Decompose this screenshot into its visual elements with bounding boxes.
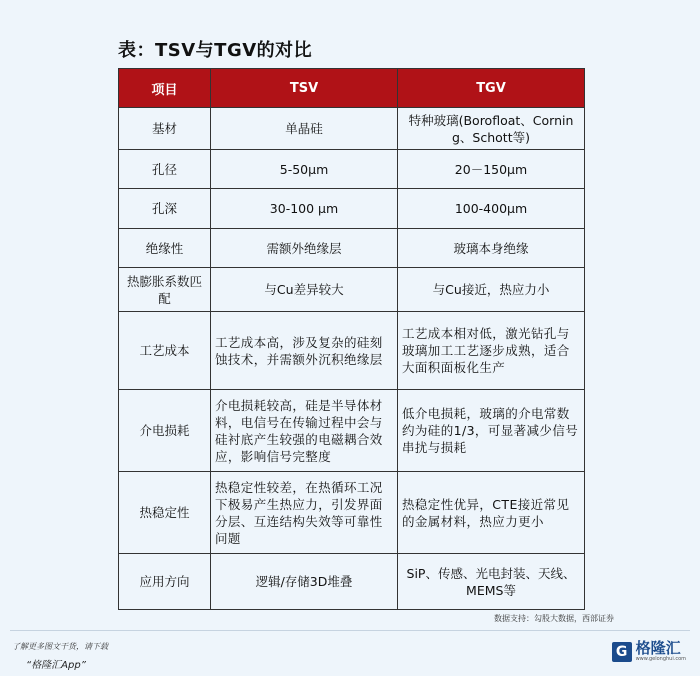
- row-item-label: 基材: [119, 108, 211, 150]
- row-tgv-value: 工艺成本相对低，激光钻孔与玻璃加工工艺逐步成熟，适合大面积面板化生产: [398, 312, 585, 390]
- logo-name: 格隆汇: [635, 639, 681, 657]
- table-row: [119, 472, 585, 554]
- row-tsv-value: 工艺成本高，涉及复杂的硅刻蚀技术，并需额外沉积绝缘层: [211, 312, 398, 390]
- row-tgv-value: 低介电损耗，玻璃的介电常数约为硅的1/3，可显著减少信号串扰与损耗: [398, 390, 585, 472]
- header-tgv: TGV: [398, 69, 585, 108]
- header-tsv: TSV: [211, 69, 398, 108]
- row-item-label: 热膨胀系数匹配: [119, 268, 211, 312]
- footer-divider: [10, 630, 690, 631]
- row-tgv-value: 热稳定性优异，CTE接近常见的金属材料，热应力更小: [398, 472, 585, 554]
- table-header-row: [119, 69, 585, 108]
- row-item-label: 孔径: [119, 150, 211, 189]
- comparison-table: [118, 68, 585, 610]
- logo-url: www.gelonghui.com: [635, 656, 686, 662]
- table-row: [119, 268, 585, 312]
- table-row: [119, 554, 585, 610]
- row-item-label: 绝缘性: [119, 229, 211, 268]
- row-tsv-value: 单晶硅: [211, 108, 398, 150]
- row-tgv-value: 100-400μm: [398, 189, 585, 229]
- table-row: [119, 108, 585, 150]
- row-tsv-value: 逻辑/存储3D堆叠: [211, 554, 398, 610]
- logo-g-icon: G: [612, 642, 632, 662]
- table-row: [119, 189, 585, 229]
- row-tgv-value: 特种玻璃(Borofloat、Corning、Schott等): [398, 108, 585, 150]
- row-item-label: 工艺成本: [119, 312, 211, 390]
- row-item-label: 应用方向: [119, 554, 211, 610]
- source-note: 数据支持：勾股大数据，西部证券: [494, 614, 614, 623]
- row-tsv-value: 与Cu差异较大: [211, 268, 398, 312]
- row-tsv-value: 介电损耗较高，硅是半导体材料，电信号在传输过程中会与硅衬底产生较强的电磁耦合效应，影响信号完整度: [211, 390, 398, 472]
- table-row: [119, 312, 585, 390]
- row-tgv-value: 玻璃本身绝缘: [398, 229, 585, 268]
- table-row: [119, 390, 585, 472]
- row-tsv-value: 热稳定性较差，在热循环工况下极易产生热应力，引发界面分层、互连结构失效等可靠性问题: [211, 472, 398, 554]
- logo-text: [636, 641, 686, 662]
- brand-logo: [612, 641, 686, 662]
- promo-text: 了解更多图文干货，请下载: [12, 642, 108, 651]
- row-tsv-value: 需额外绝缘层: [211, 229, 398, 268]
- comparison-table-wrapper: [118, 68, 584, 610]
- header-item: 项目: [119, 69, 211, 108]
- row-tgv-value: 与Cu接近，热应力小: [398, 268, 585, 312]
- row-tsv-value: 30-100 μm: [211, 189, 398, 229]
- table-row: [119, 229, 585, 268]
- row-item-label: 孔深: [119, 189, 211, 229]
- document-title: 表：TSV与TGV的对比: [118, 40, 313, 61]
- row-tsv-value: 5-50μm: [211, 150, 398, 189]
- row-item-label: 介电损耗: [119, 390, 211, 472]
- row-tgv-value: SiP、传感、光电封装、天线、MEMS等: [398, 554, 585, 610]
- row-item-label: 热稳定性: [119, 472, 211, 554]
- row-tgv-value: 20－150μm: [398, 150, 585, 189]
- table-row: [119, 150, 585, 189]
- promo-app-name: “格隆汇App”: [26, 660, 86, 671]
